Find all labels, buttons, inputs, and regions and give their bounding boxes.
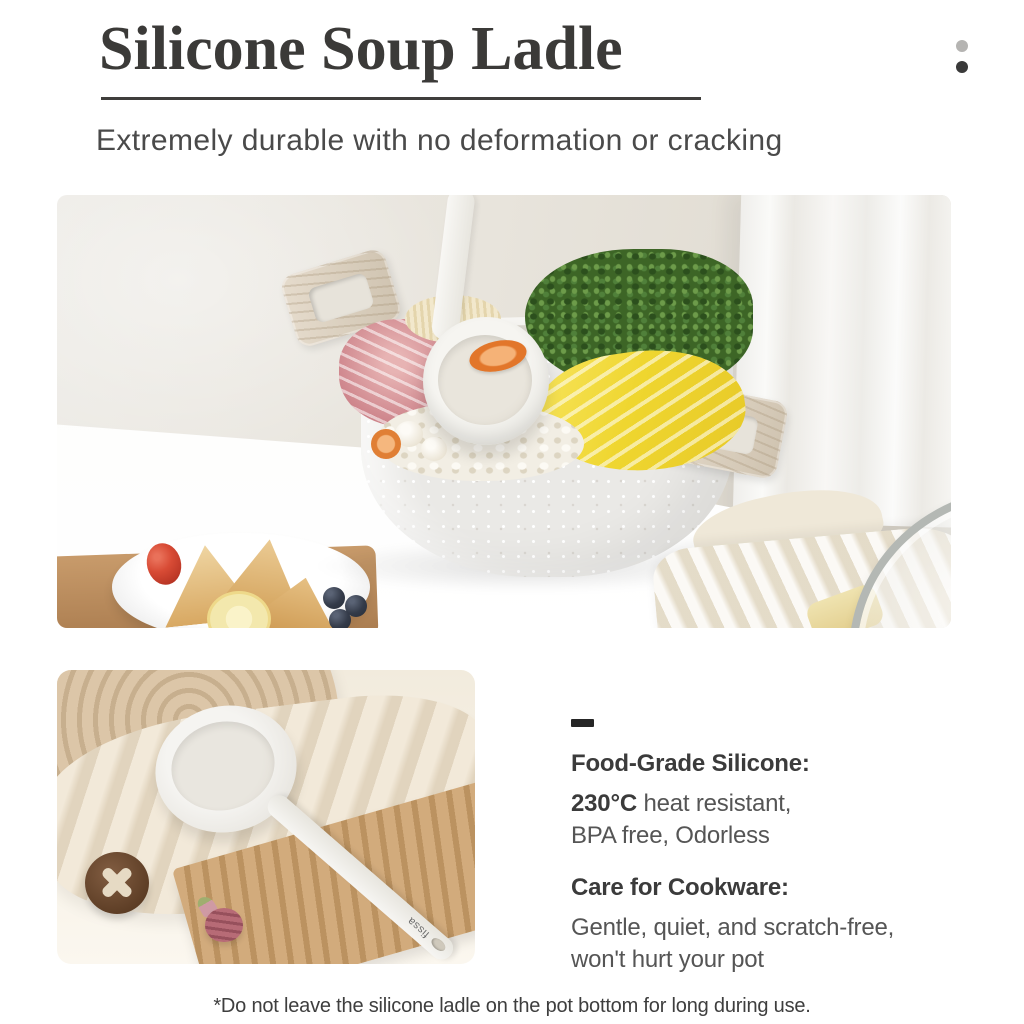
detail-photo [57,670,475,964]
feature-line-pot: won't hurt your pot [571,946,764,973]
accent-dash [571,719,594,727]
feature-heading-silicone: Food-Grade Silicone: [571,750,810,777]
white-curtain [733,195,951,528]
menu-dot-dark [956,61,968,73]
footnote: *Do not leave the silicone ladle on the pot bottom for long during use. [213,995,811,1017]
page-title: Silicone Soup Ladle [99,15,623,83]
feature-line-gentle: Gentle, quiet, and scratch-free, [571,914,895,941]
menu-dot-light [956,40,968,52]
heat-resistant-text: heat resistant, [636,790,792,817]
temperature-value: 230°C [571,790,637,817]
menu-dots-icon[interactable] [955,40,969,76]
shiitake-mushroom [85,852,149,914]
page-subtitle: Extremely durable with no deformation or cracking [96,124,783,157]
carrot-slice [371,429,401,459]
feature-line-heat [571,790,791,818]
blueberry [323,587,345,609]
pearl-onion [421,437,447,461]
feature-heading-care: Care for Cookware: [571,874,789,901]
shallot [205,908,243,942]
blueberry [329,609,351,628]
title-underline [101,97,701,100]
brand-text: fissa [404,914,432,941]
hanging-hole [429,936,448,954]
feature-line-bpa: BPA free, Odorless [571,822,770,849]
hero-photo [57,195,951,628]
